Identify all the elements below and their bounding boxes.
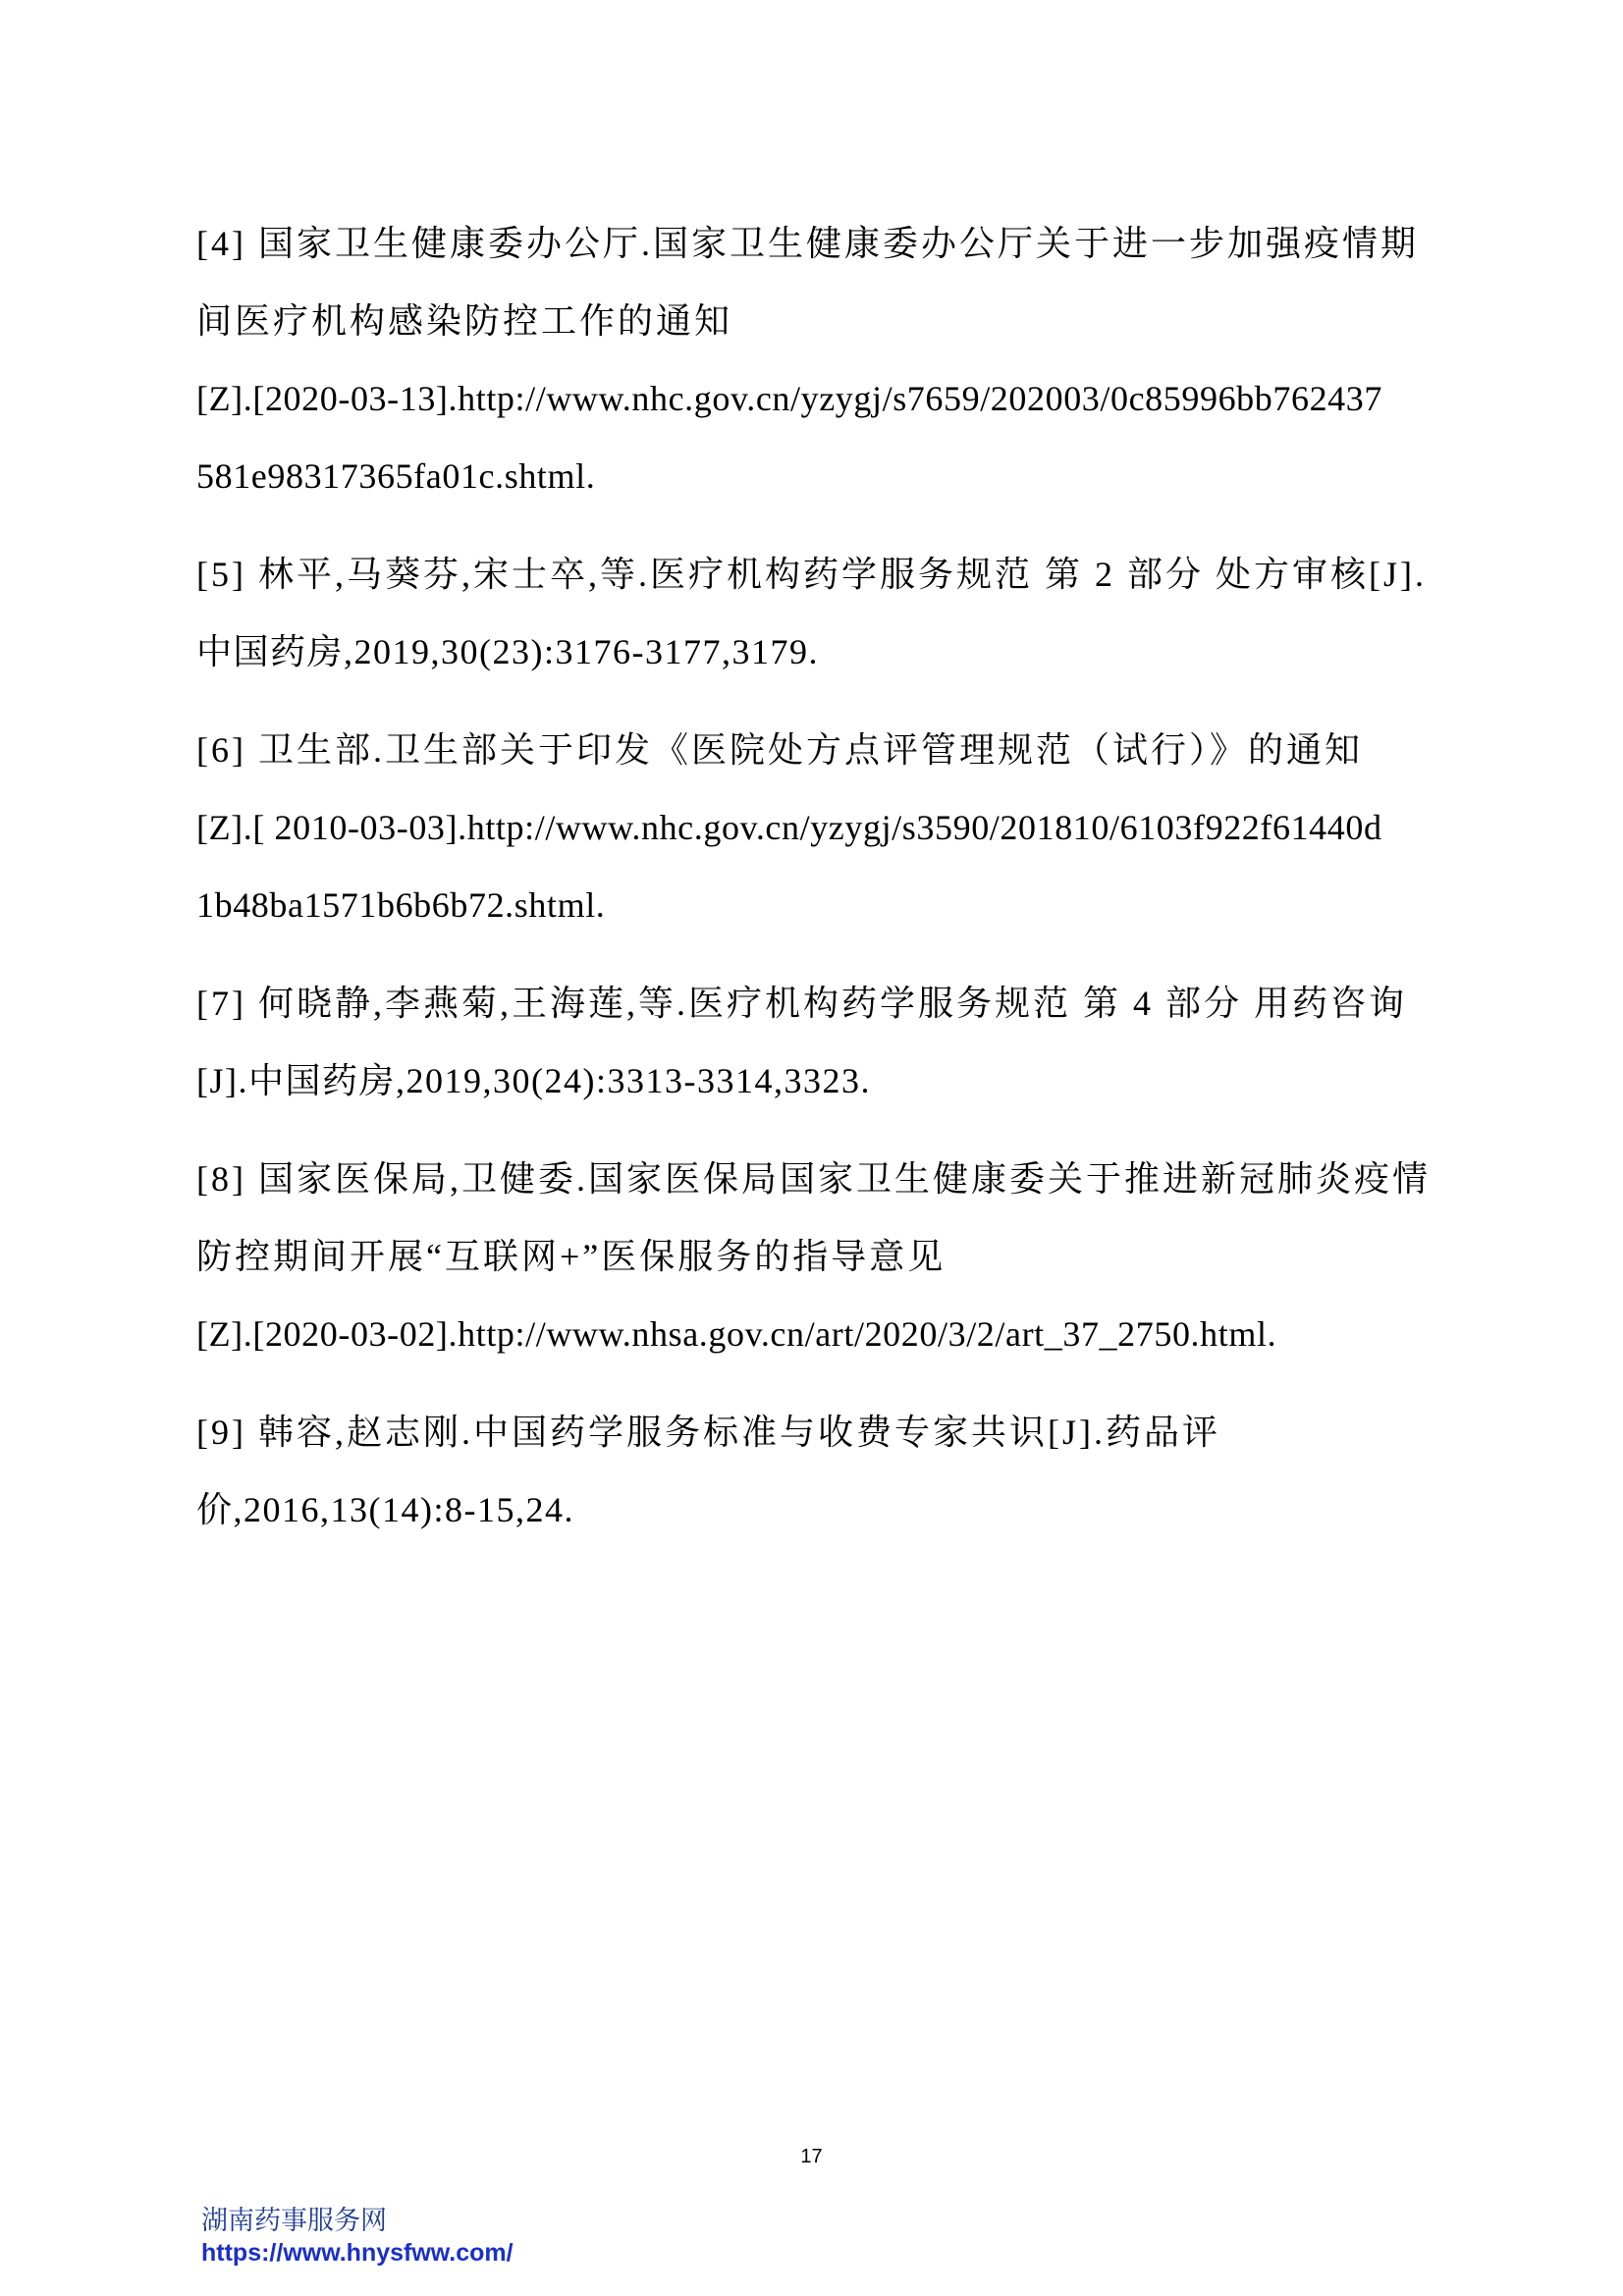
reference-8 <box>196 1141 1473 1373</box>
page-number: 17 <box>800 2146 823 2167</box>
reference-url-line: 1b48ba1571b6b6b72.shtml. <box>196 885 606 925</box>
reference-url-line: 581e98317365fa01c.shtml. <box>196 456 596 496</box>
reference-url-line: [Z].[2020-03-02].http://www.nhsa.gov.cn/art/2020/3/2/art_37_2750.html. <box>196 1314 1277 1354</box>
footer-site-name: 湖南药事服务网 <box>201 2206 387 2235</box>
footer-url-link[interactable]: https://www.hnysfww.com/ <box>201 2239 514 2267</box>
reference-line: [6] 卫生部.卫生部关于印发《医院处方点评管理规范（试行）》的通知 <box>196 730 1363 770</box>
reference-line: [7] 何晓静,李燕菊,王海莲,等.医疗机构药学服务规范 第 4 部分 用药咨询 <box>196 984 1407 1023</box>
reference-line: 防控期间开展“互联网+”医保服务的指导意见 <box>196 1237 947 1276</box>
reference-9 <box>196 1394 1473 1549</box>
reference-line: [J].中国药房,2019,30(24):3313-3314,3323. <box>196 1061 871 1100</box>
reference-line: [4] 国家卫生健康委办公厅.国家卫生健康委办公厅关于进一步加强疫情期 <box>196 224 1419 263</box>
reference-7 <box>196 965 1473 1120</box>
reference-line: [5] 林平,马葵芬,宋士卒,等.医疗机构药学服务规范 第 2 部分 处方审核[J]. <box>196 555 1427 594</box>
reference-line: 价,2016,13(14):8-15,24. <box>196 1490 574 1529</box>
reference-5 <box>196 536 1473 691</box>
reference-line: [9] 韩容,赵志刚.中国药学服务标准与收费专家共识[J].药品评 <box>196 1413 1220 1452</box>
reference-line: [8] 国家医保局,卫健委.国家医保局国家卫生健康委关于推进新冠肺炎疫情 <box>196 1159 1431 1199</box>
reference-url-line: [Z].[2020-03-13].http://www.nhc.gov.cn/yzygj/s7659/202003/0c85996bb762437 <box>196 379 1382 418</box>
reference-url-line: [Z].[ 2010-03-03].http://www.nhc.gov.cn/yzygj/s3590/201810/6103f922f61440d <box>196 808 1382 847</box>
reference-line: 中国药房,2019,30(23):3176-3177,3179. <box>196 632 819 671</box>
reference-line: 间医疗机构感染防控工作的通知 <box>196 301 733 341</box>
reference-4 <box>196 205 1473 515</box>
reference-6 <box>196 712 1473 944</box>
reference-list <box>196 205 1473 1570</box>
